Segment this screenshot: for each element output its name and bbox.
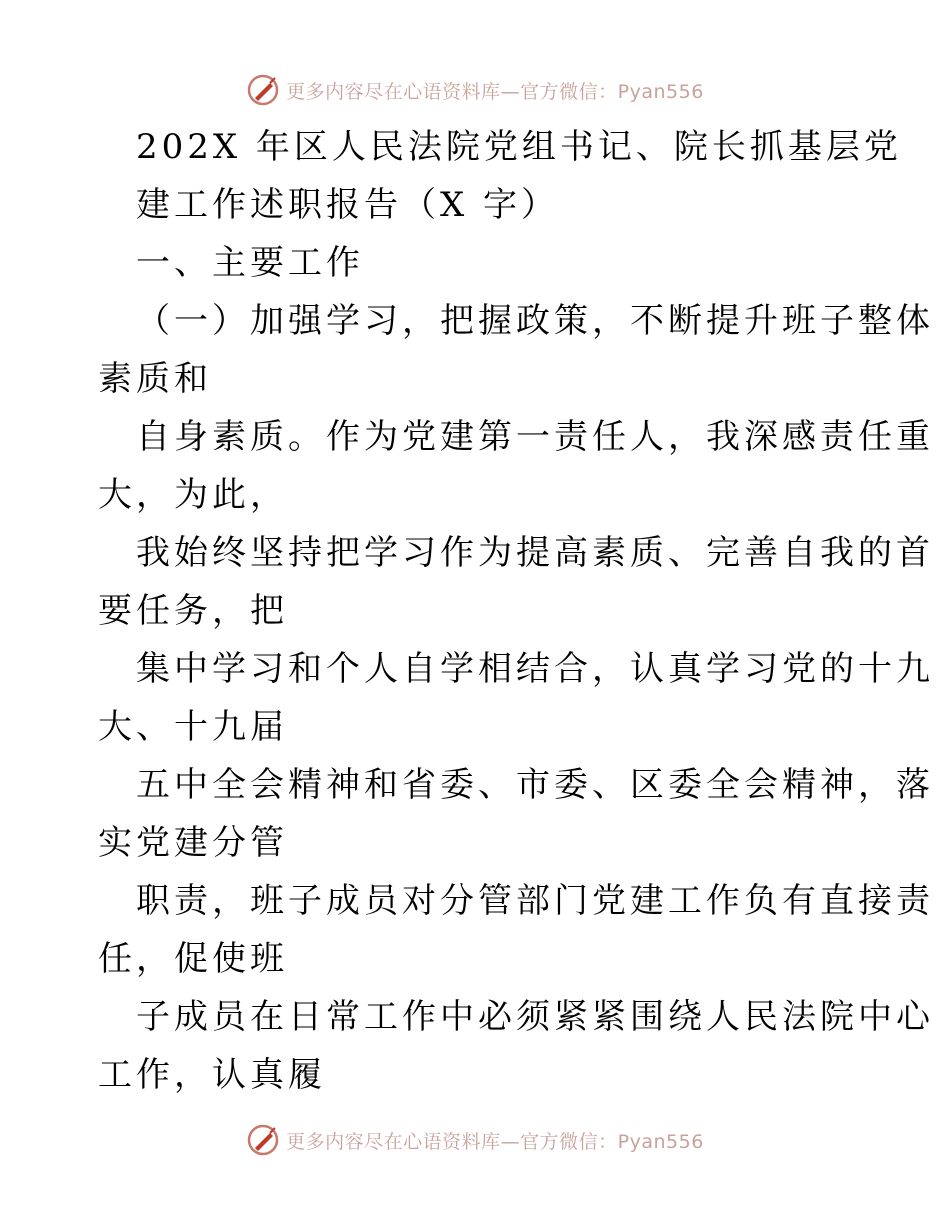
- document-title-line-1: 202X 年区人民法院党组书记、院长抓基层党: [136, 127, 902, 167]
- body-line: 要任务，把: [98, 591, 288, 631]
- body-line: 职责，班子成员对分管部门党建工作负有直接责: [136, 881, 934, 921]
- body-line: 大，为此，: [98, 475, 288, 515]
- body-line: 任，促使班: [98, 939, 288, 979]
- body-line: 大、十九届: [98, 707, 288, 747]
- document-body: [98, 118, 934, 1104]
- document-title-line-2: 建工作述职报告（X 字）: [136, 185, 560, 225]
- body-line: 我始终坚持把学习作为提高素质、完善自我的首: [136, 533, 934, 573]
- body-line: 自身素质。作为党建第一责任人，我深感责任重: [136, 417, 934, 457]
- quill-logo-icon: [246, 73, 280, 107]
- section-heading: 一、主要工作: [136, 243, 364, 283]
- body-line: 工作，认真履: [98, 1055, 326, 1095]
- body-line: 五中全会精神和省委、市委、区委全会精神，落: [136, 765, 934, 805]
- quill-logo-icon: [246, 1123, 280, 1157]
- footer-watermark: [0, 1120, 950, 1160]
- body-line: 素质和: [98, 359, 212, 399]
- body-line: 集中学习和个人自学相结合，认真学习党的十九: [136, 649, 934, 689]
- watermark-text: 更多内容尽在心语资料库—官方微信：Pyan556: [286, 80, 704, 103]
- body-line: 实党建分管: [98, 823, 288, 863]
- body-line: （一）加强学习，把握政策，不断提升班子整体: [136, 301, 934, 341]
- watermark-text: 更多内容尽在心语资料库—官方微信：Pyan556: [286, 1130, 704, 1153]
- header-watermark: [0, 70, 950, 110]
- body-line: 子成员在日常工作中必须紧紧围绕人民法院中心: [136, 997, 934, 1037]
